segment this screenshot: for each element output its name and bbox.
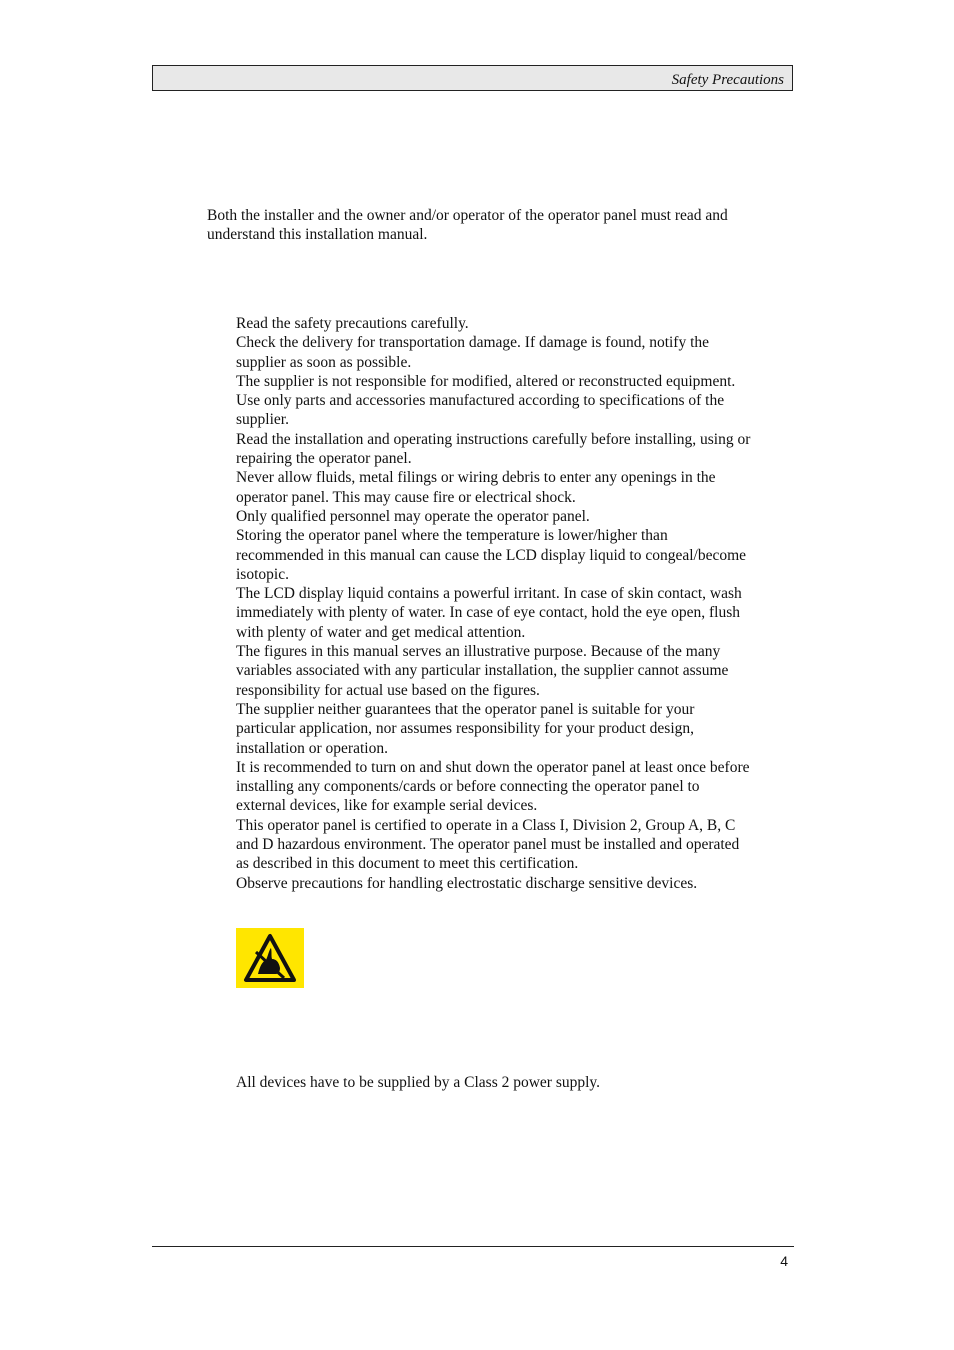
precaution-item: Read the safety precautions carefully. — [236, 315, 469, 332]
precaution-item: Only qualified personnel may operate the operator panel. — [236, 507, 590, 525]
intro-paragraph: Both the installer and the owner and/or operator of the operator panel must read and understand this installation manual. — [207, 207, 728, 244]
precaution-item: The supplier neither guarantees that the operator panel is suitable for your particular application, nor assumes responsibility for your product design, installation or operation. — [236, 700, 695, 757]
precaution-item: Use only parts and accessories manufactured according to specifications of the supplier. — [236, 392, 725, 429]
esd-warning-icon — [236, 928, 304, 988]
precaution-item: The supplier is not responsible for modified, altered or reconstructed equipment. — [236, 372, 736, 390]
section-title: Safety Precautions — [671, 72, 784, 88]
footer-rule — [152, 1246, 794, 1247]
precaution-item: Never allow fluids, metal filings or wiring debris to enter any openings in the operator panel. This may cause fire or electrical shock. — [236, 469, 716, 506]
precaution-item: Check the delivery for transportation damage. If damage is found, notify the supplier as soon as possible. — [236, 334, 710, 371]
precaution-item: Observe precautions for handling electrostatic discharge sensitive devices. — [236, 874, 698, 892]
precaution-item: Storing the operator panel where the temperature is lower/higher than recommended in this manual can cause the LCD display liquid to congeal/become isotopic. — [236, 527, 747, 583]
page-number: 4 — [780, 1253, 788, 1269]
power-supply-note: All devices have to be supplied by a Class 2 power supply. — [236, 1074, 601, 1091]
precaution-item: Read the installation and operating instructions carefully before installing, using or repairing the operator panel. — [236, 430, 751, 468]
precaution-item: The LCD display liquid contains a powerful irritant. In case of skin contact, wash immediately with plenty of water. In case of eye contact, hold the eye open, flush with plenty of water and get medical attention. — [236, 585, 742, 641]
safety-precautions-list — [236, 314, 751, 893]
running-header — [152, 65, 793, 91]
precaution-item: It is recommended to turn on and shut down the operator panel at least once before installing any components/cards or before connecting the operator panel to external devices, like for example serial devices. — [236, 758, 750, 815]
precaution-item: This operator panel is certified to operate in a Class I, Division 2, Group A, B, C and D hazardous environment. The operator panel must be installed and operated as described in this document to meet this certification. — [236, 816, 740, 873]
precaution-item: The figures in this manual serves an illustrative purpose. Because of the many variables associated with any particular installation, the supplier cannot assume responsibility for actual use based on the figures. — [236, 643, 729, 699]
